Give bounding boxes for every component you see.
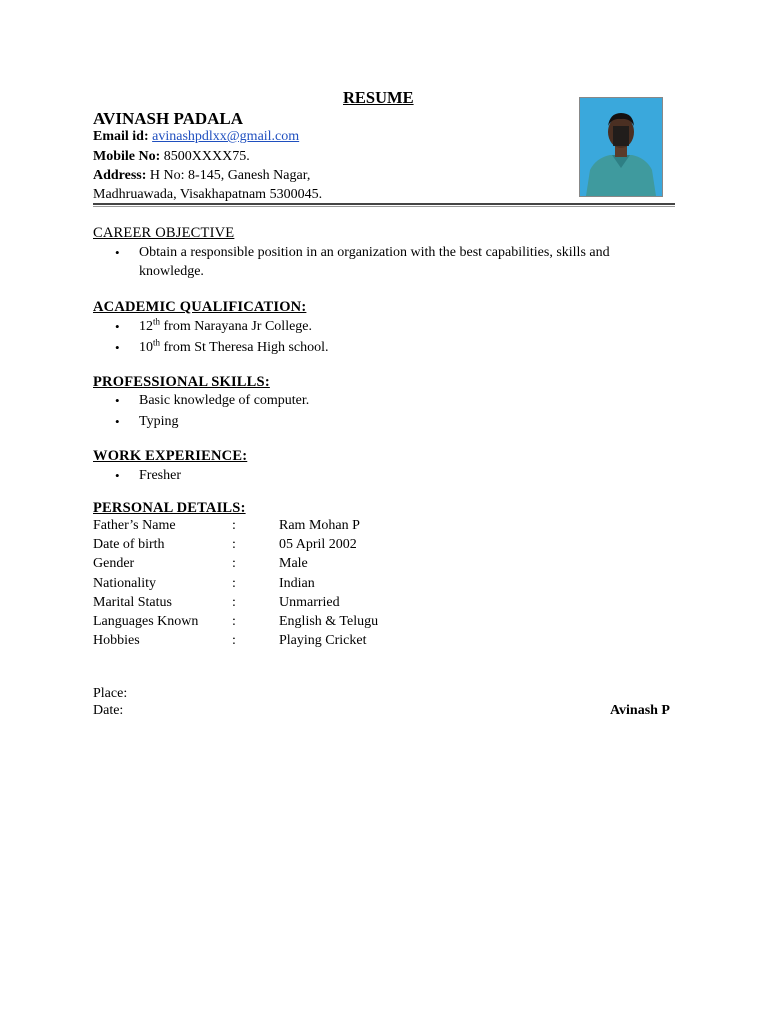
mobile-label: Mobile No: [93, 149, 161, 164]
academic-grade: 10 [139, 340, 153, 355]
email-link[interactable]: avinashpdlxx@gmail.com [152, 129, 300, 144]
detail-label: Gender [93, 556, 135, 571]
email-label: Email id: [93, 129, 149, 144]
detail-label: Hobbies [93, 633, 140, 648]
detail-value: Indian [279, 576, 315, 591]
candidate-name: AVINASH PADALA [93, 109, 244, 128]
bullet-icon: • [115, 340, 120, 355]
bullet-icon: • [115, 245, 120, 260]
detail-separator: : [232, 595, 236, 610]
address-line-2: Madhruawada, Visakhapatnam 5300045. [93, 187, 323, 202]
work-experience-heading: WORK EXPERIENCE: [93, 448, 248, 464]
detail-label: Marital Status [93, 595, 172, 610]
academic-heading: ACADEMIC QUALIFICATION: [93, 299, 307, 315]
date-label: Date: [93, 703, 124, 718]
skill-item: Basic knowledge of computer. [139, 393, 310, 408]
detail-separator: : [232, 576, 236, 591]
detail-label: Father’s Name [93, 518, 176, 533]
grade-suffix: th [153, 337, 161, 348]
detail-value: Playing Cricket [279, 633, 367, 648]
detail-separator: : [232, 633, 236, 648]
mobile-line [93, 147, 250, 166]
career-objective-heading: CAREER OBJECTIVE [93, 225, 235, 241]
academic-school: from Narayana Jr College. [160, 319, 313, 334]
academic-school: from St Theresa High school. [160, 340, 329, 355]
address-line-1 [93, 166, 310, 185]
work-item: Fresher [139, 468, 181, 483]
address-value-1: H No: 8-145, Ganesh Nagar, [149, 168, 311, 183]
header-divider-thin [93, 206, 675, 207]
career-objective-text: Obtain a responsible position in an organization with the best capabilities, skills and knowledge. [139, 245, 610, 279]
person-photo-icon [580, 98, 662, 196]
personal-details-heading: PERSONAL DETAILS: [93, 500, 246, 516]
detail-value: Ram Mohan P [279, 518, 360, 533]
bullet-icon: • [115, 468, 120, 483]
detail-label: Date of birth [93, 537, 165, 552]
detail-value: Male [279, 556, 308, 571]
resume-title: RESUME [343, 88, 414, 107]
bullet-icon: • [115, 414, 120, 429]
profile-photo [579, 97, 663, 197]
detail-separator: : [232, 556, 236, 571]
skill-item: Typing [139, 414, 179, 429]
mobile-value: 8500XXXX75. [163, 149, 250, 164]
bullet-icon: • [115, 319, 120, 334]
detail-label: Languages Known [93, 614, 199, 629]
detail-value: English & Telugu [279, 614, 379, 629]
header-divider [93, 203, 675, 205]
detail-separator: : [232, 537, 236, 552]
academic-item [139, 338, 329, 357]
signature-name: Avinash P [609, 703, 670, 718]
detail-value: Unmarried [279, 595, 340, 610]
academic-item [139, 317, 312, 336]
email-line [93, 127, 299, 146]
detail-separator: : [232, 614, 236, 629]
address-label: Address: [93, 168, 147, 183]
academic-grade: 12 [139, 319, 153, 334]
place-label: Place: [93, 686, 128, 701]
detail-value: 05 April 2002 [279, 537, 357, 552]
detail-label: Nationality [93, 576, 156, 591]
detail-separator: : [232, 518, 236, 533]
bullet-icon: • [115, 393, 120, 408]
skills-heading: PROFESSIONAL SKILLS: [93, 374, 270, 390]
grade-suffix: th [153, 316, 161, 327]
